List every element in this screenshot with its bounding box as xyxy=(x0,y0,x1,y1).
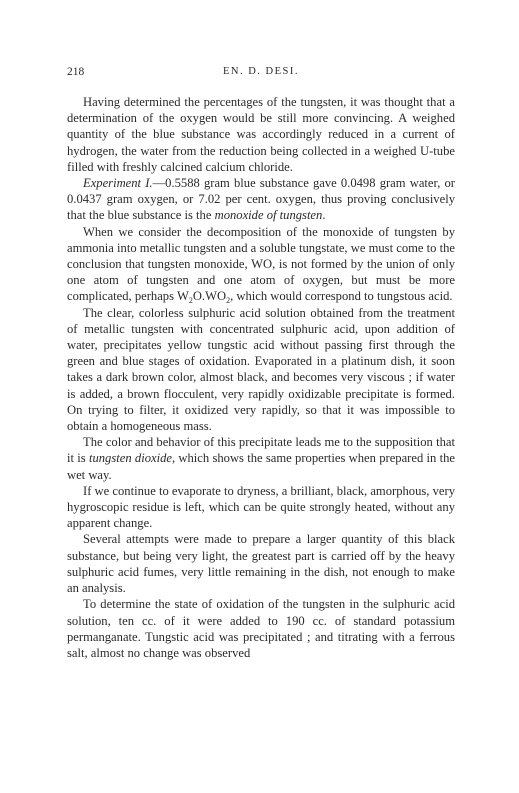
paragraph-5-emphasis: tungsten dioxide xyxy=(88,451,172,466)
running-head: EN. D. DESI. xyxy=(222,66,300,77)
page-header xyxy=(67,66,455,82)
paragraph-2-text: —0.5588 gram blue substance gave 0.0498 gram water, or 0.0437 gram oxygen, or 7.02 per cent. oxygen, thus proving conclusively that the blue substance is the xyxy=(67,176,455,223)
experiment-label: Experiment I. xyxy=(83,176,153,191)
paragraph-5 xyxy=(67,434,455,483)
paragraph-2-emphasis: monoxide of tungsten xyxy=(214,208,323,223)
paragraph-8: To determine the state of oxidation of the tungsten in the sulphuric acid solution, ten cc. of it were added to 190 cc. of standard potassium permanganate. Tungstic acid was precipitated ; and titrating with a ferrous salt, almost no change was observed xyxy=(67,597,455,660)
formula-w: W xyxy=(176,289,189,304)
paragraph-1: Having determined the percentages of the tungsten, it was thought that a determination of the oxygen would be still more convincing. A weighed quantity of the blue substance was accordingly reduced in a current of hydrogen, the water from the reduction being collected in a weighed U-tube filled with freshly calcined calcium chloride. xyxy=(67,95,455,174)
paragraph-6: If we continue to evaporate to dryness, a brilliant, black, amorphous, very hygroscopic residue is left, which can be quite strongly heated, without any apparent change. xyxy=(67,483,455,531)
formula-subscript-2: 2 xyxy=(226,296,231,306)
paragraph-4: The clear, colorless sulphuric acid solution obtained from the treatment of metallic tungsten with concentrated sulphuric acid, upon addition of water, precipitates yellow tungstic acid without passing first through the green and blue stages of oxidation. Evaporated in a platinum dish, it soon takes a dark brown color, almost black, and becomes very viscous ; if water is added, a brown flocculent, very rapidly oxidizable precipitate is formed. On trying to filter, it oxidized very rapidly, so that it was impossible to obtain a homogeneous mass. xyxy=(67,305,455,434)
paragraph-7: Several attempts were made to prepare a larger quantity of this black substance, but being very light, the greatest part is carried off by the heavy sulphuric acid fumes, very little remaining in the dish, not enough to make an analysis. xyxy=(67,532,455,596)
paragraph-2 xyxy=(67,175,455,224)
body-text xyxy=(67,94,455,661)
page-number: 218 xyxy=(67,66,85,78)
paragraph-2-end: . xyxy=(322,208,326,223)
paragraph-3 xyxy=(67,224,455,305)
paragraph-5-end: , which shows the same properties when prepared in the wet way. xyxy=(67,451,455,482)
paragraph-3-text: When we consider the decomposition of the monoxide of tungsten by ammonia into metallic tungsten and a soluble tungstate, we must come to the conclusion that tungsten monoxide, WO, is not formed by the union of only one atom of tungsten and one atom of oxygen, but must be more complicated, perhaps xyxy=(67,224,455,304)
formula-o-wo: O.WO xyxy=(192,289,227,304)
paragraph-3-end: , which would correspond to tungstous acid. xyxy=(230,289,453,304)
formula-subscript-1: 2 xyxy=(188,296,193,306)
paragraph-5-text: The color and behavior of this precipitate leads me to the supposition that it is xyxy=(67,435,455,466)
